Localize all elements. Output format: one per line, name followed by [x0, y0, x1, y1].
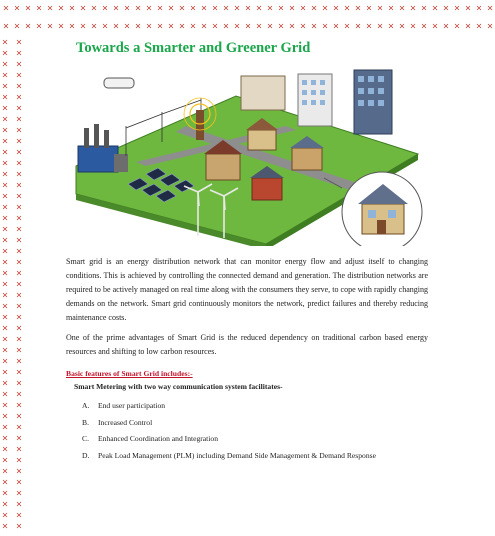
list-item — [82, 418, 428, 428]
list-item-letter: B. — [82, 417, 89, 427]
page-border-top — [0, 3, 495, 13]
list-item-letter: D. — [82, 450, 90, 460]
features-list — [82, 401, 428, 467]
list-item-text: Enhanced Coordination and Integration — [98, 434, 218, 443]
features-heading: Basic features of Smart Grid includes:- — [66, 369, 193, 378]
smart-grid-illustration — [66, 66, 428, 246]
list-item-letter: C. — [82, 434, 89, 443]
page-border-right — [14, 36, 24, 531]
page-border-bottom — [0, 21, 495, 31]
list-item-text: Increased Control — [98, 417, 153, 427]
list-item-text: Peak Load Management (PLM) including Demand Side Management & Demand Response — [98, 450, 376, 460]
list-item — [82, 451, 428, 461]
smart-metering-subheading: Smart Metering with two way communication system facilitates- — [74, 382, 283, 391]
advantages-paragraph: One of the prime advantages of Smart Grid is the reduced dependency on traditional carbon based energy resources and shifting to low carbon resources. — [66, 333, 428, 356]
list-item-text: End user participation — [98, 401, 166, 410]
list-item — [82, 434, 428, 444]
page-border-left — [0, 36, 10, 531]
intro-paragraph: Smart grid is an energy distribution network that can monitor energy flow and adjust itself to changing conditions. This is achieved by controlling the connected demand and generation. The distribution networks are required to be actively managed on real time along with the consumers they serve, to cope with rapidly changing demands on the network. Smart grid continuously monitors the network, predict failures and thereby reducing maintenance costs. — [66, 257, 428, 322]
list-item-letter: A. — [82, 401, 90, 410]
page-title: Towards a Smarter and Greener Grid — [76, 40, 311, 56]
list-item — [82, 401, 428, 411]
